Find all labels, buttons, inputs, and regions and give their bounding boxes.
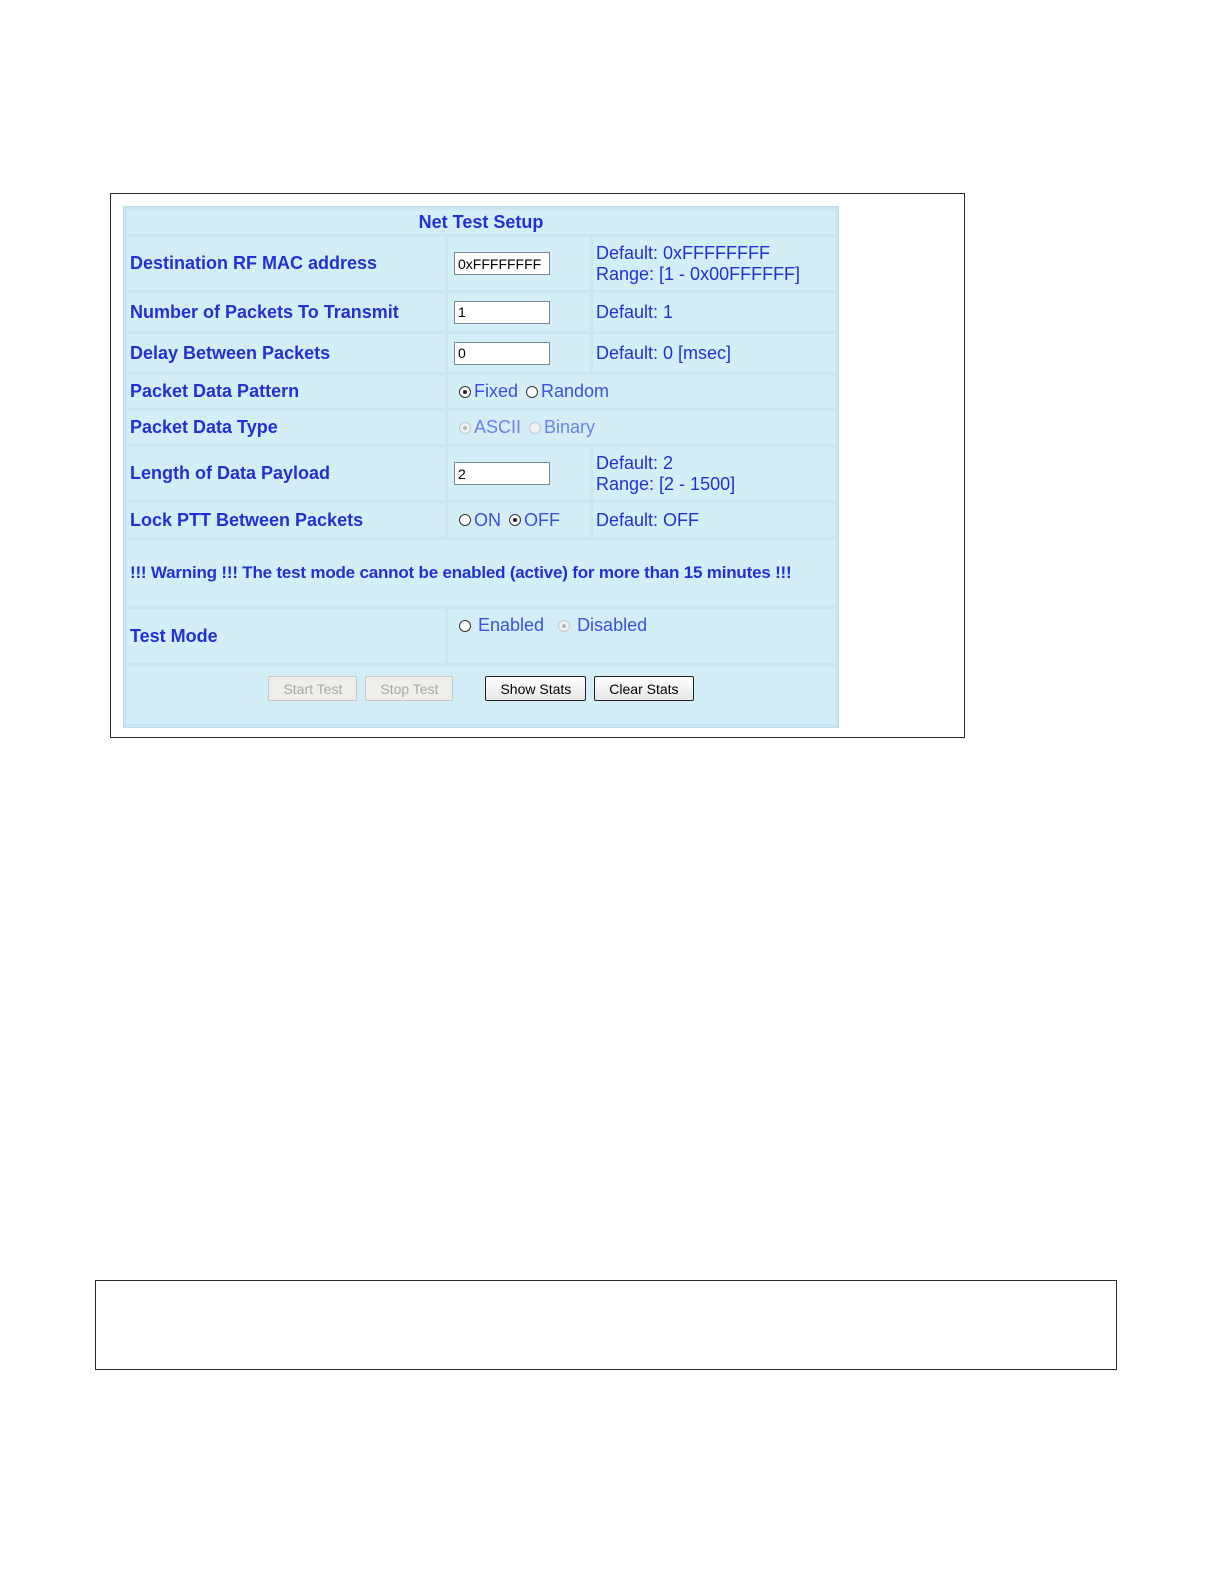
lock-ptt-info: Default: OFF bbox=[593, 503, 835, 537]
data-type-ascii-label: ASCII bbox=[474, 417, 522, 437]
pattern-options bbox=[448, 375, 835, 408]
num-packets-cell bbox=[448, 293, 590, 331]
pattern-label: Packet Data Pattern bbox=[127, 375, 445, 408]
screenshot-frame bbox=[110, 193, 965, 738]
data-type-binary-radio bbox=[529, 422, 541, 434]
lock-ptt-on-label[interactable]: ON bbox=[474, 509, 501, 530]
dest-mac-label: Destination RF MAC address bbox=[127, 237, 445, 290]
data-type-options bbox=[448, 411, 835, 444]
dest-mac-default: Default: 0xFFFFFFFF bbox=[596, 242, 771, 263]
data-type-label: Packet Data Type bbox=[127, 411, 445, 444]
delay-input[interactable] bbox=[454, 342, 550, 365]
lock-ptt-off-radio[interactable] bbox=[509, 514, 521, 526]
payload-length-label: Length of Data Payload bbox=[127, 447, 445, 500]
lock-ptt-options bbox=[448, 503, 590, 537]
payload-length-default: Default: 2 bbox=[596, 452, 674, 473]
test-mode-options bbox=[448, 609, 835, 663]
start-test-button[interactable]: Start Test bbox=[268, 676, 357, 701]
empty-box bbox=[95, 1280, 1117, 1370]
stop-test-button[interactable]: Stop Test bbox=[365, 676, 453, 701]
num-packets-label: Number of Packets To Transmit bbox=[127, 293, 445, 331]
pattern-random-label[interactable]: Random bbox=[541, 381, 610, 401]
button-bar bbox=[127, 666, 835, 724]
pattern-random-radio[interactable] bbox=[526, 386, 538, 398]
payload-length-input[interactable] bbox=[454, 462, 550, 485]
delay-info: Default: 0 [msec] bbox=[593, 334, 835, 372]
lock-ptt-label: Lock PTT Between Packets bbox=[127, 503, 445, 537]
delay-label: Delay Between Packets bbox=[127, 334, 445, 372]
payload-length-info bbox=[593, 447, 835, 500]
dest-mac-info bbox=[593, 237, 835, 290]
clear-stats-button[interactable]: Clear Stats bbox=[594, 676, 693, 701]
show-stats-button[interactable]: Show Stats bbox=[485, 676, 586, 701]
dest-mac-range: Range: [1 - 0x00FFFFFF] bbox=[596, 263, 801, 284]
dest-mac-input[interactable] bbox=[454, 252, 550, 275]
test-mode-enabled-radio[interactable] bbox=[459, 620, 471, 632]
test-mode-disabled-label[interactable]: Disabled bbox=[577, 615, 648, 635]
num-packets-info: Default: 1 bbox=[593, 293, 835, 331]
net-test-setup-form bbox=[123, 206, 839, 728]
test-mode-enabled-label[interactable]: Enabled bbox=[478, 615, 545, 635]
pattern-fixed-radio[interactable] bbox=[459, 386, 471, 398]
pattern-fixed-label[interactable]: Fixed bbox=[474, 381, 519, 401]
warning-message: !!! Warning !!! The test mode cannot be enabled (active) for more than 15 minutes !!! bbox=[127, 540, 835, 606]
form-title: Net Test Setup bbox=[127, 210, 835, 234]
data-type-ascii-radio bbox=[459, 422, 471, 434]
lock-ptt-on-radio[interactable] bbox=[459, 514, 471, 526]
button-spacer bbox=[461, 676, 477, 701]
lock-ptt-off-label[interactable]: OFF bbox=[524, 509, 560, 530]
payload-length-range: Range: [2 - 1500] bbox=[596, 473, 736, 494]
test-mode-disabled-radio[interactable] bbox=[558, 620, 570, 632]
dest-mac-cell bbox=[448, 237, 590, 290]
delay-cell bbox=[448, 334, 590, 372]
test-mode-label: Test Mode bbox=[127, 609, 445, 663]
payload-length-cell bbox=[448, 447, 590, 500]
data-type-binary-label: Binary bbox=[544, 417, 596, 437]
num-packets-input[interactable] bbox=[454, 301, 550, 324]
